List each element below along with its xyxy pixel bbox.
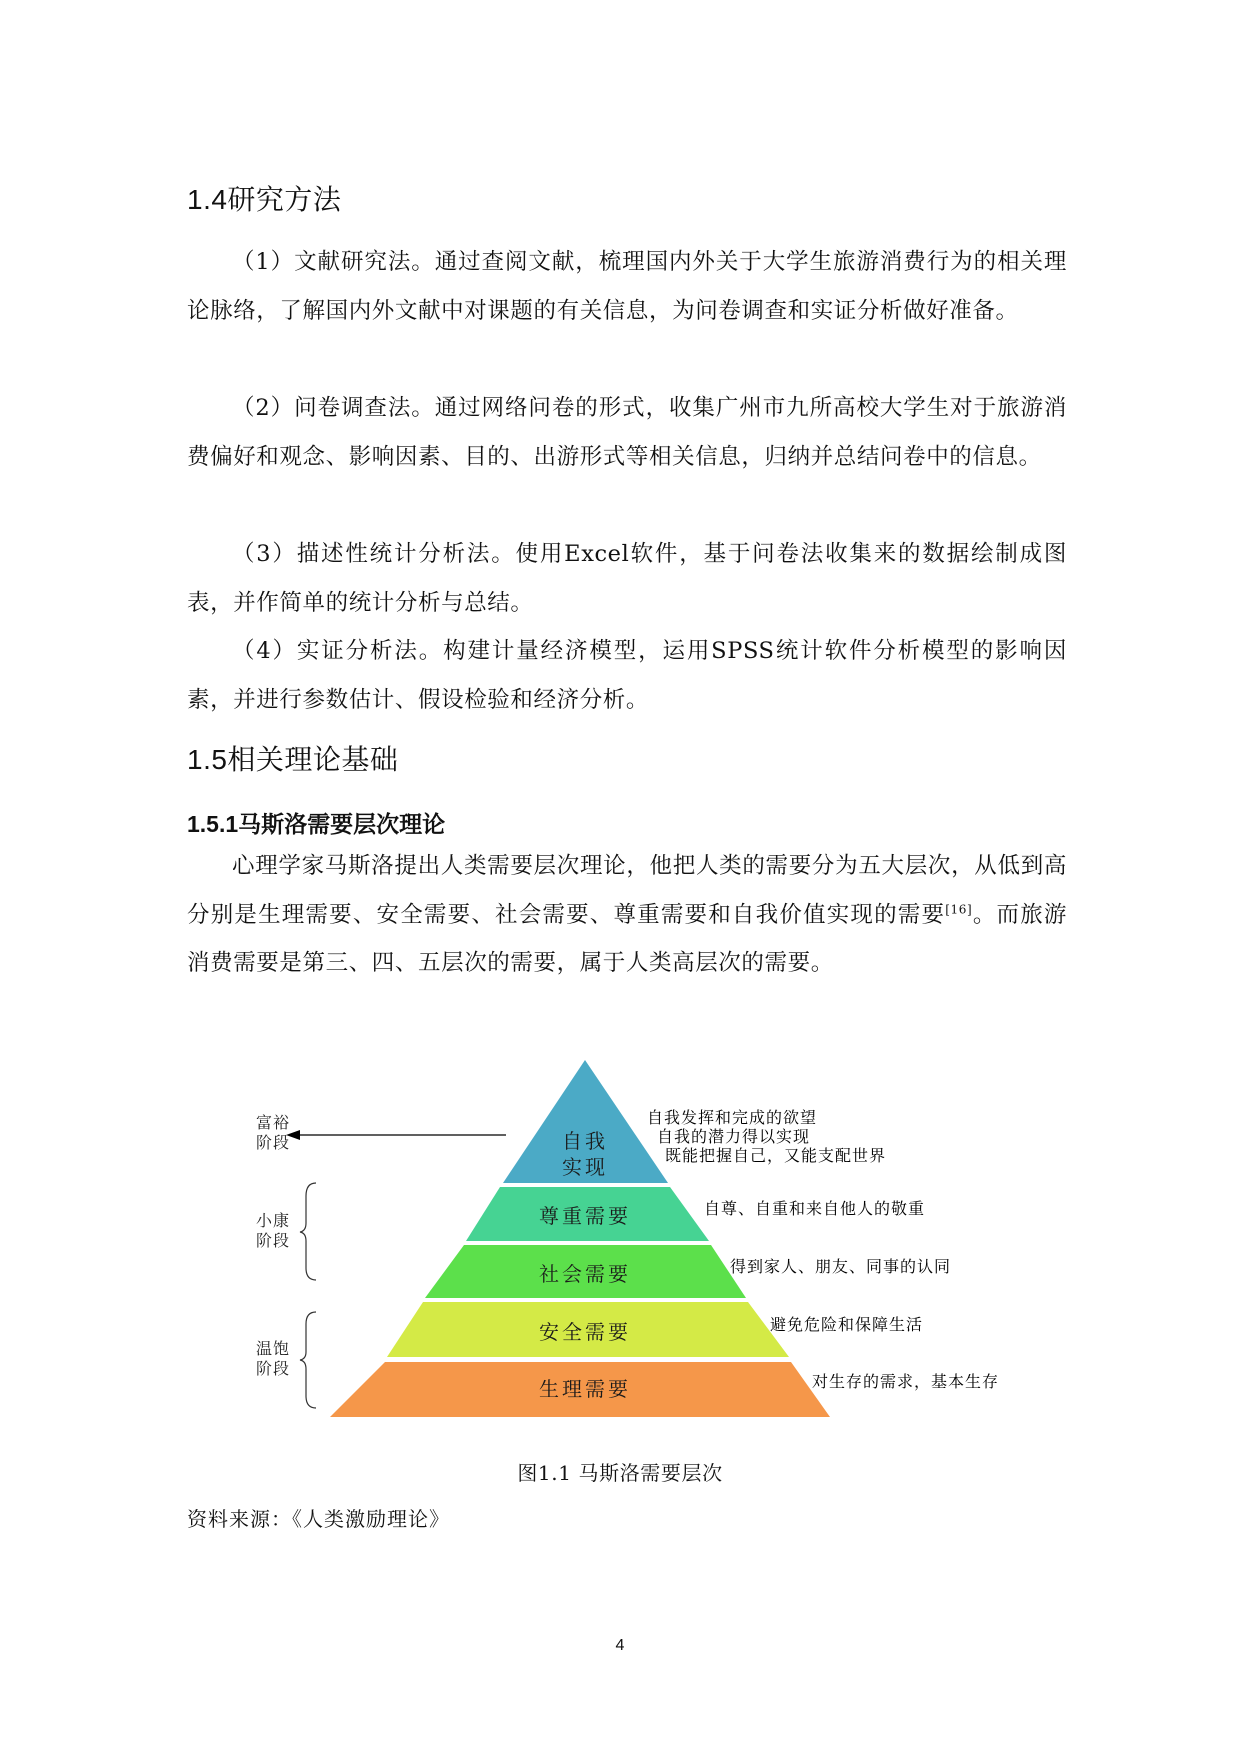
page-number: 4: [615, 1637, 625, 1654]
stage-label-wealthy: 富裕 阶段: [256, 1115, 291, 1152]
section-heading-1-5: 1.5相关理论基础: [187, 744, 399, 775]
desc-self-actualization-1: 自我发挥和完成的欲望: [647, 1110, 818, 1127]
maslow-text-after-citation: 。而旅游消费需要是第三、四、五层次的需要，属于人类高层次的需要。: [187, 901, 1068, 977]
paragraph-empirical-method: （4）实证分析法。构建计量经济模型，运用SPSS统计软件分析模型的影响因素，并进行参数估计、假设检验和经济分析。: [187, 638, 1067, 713]
maslow-pyramid-figure: [240, 1040, 1080, 1440]
desc-esteem: 自尊、自重和来自他人的敬重: [704, 1201, 926, 1218]
citation-reference[interactable]: [16]: [945, 902, 973, 917]
tier-label-physiological: 生理需要: [539, 1379, 631, 1401]
paragraph-literature-method: （1）文献研究法。通过查阅文献，梳理国内外关于大学生旅游消费行为的相关理论脉络，了解国内外文献中对课题的有关信息，为问卷调查和实证分析做好准备。: [187, 249, 1067, 324]
desc-physiological: 对生存的需求，基本生存: [812, 1374, 1000, 1391]
brace-xiaokang-icon: [300, 1183, 316, 1280]
section-heading-1-4: 1.4研究方法: [187, 184, 342, 215]
figure-source: 资料来源：《人类激励理论》: [187, 1507, 450, 1531]
tier-label-esteem: 尊重需要: [539, 1206, 631, 1228]
desc-safety: 避免危险和保障生活: [770, 1317, 924, 1334]
brace-wenbao-icon: [300, 1312, 316, 1408]
tier-label-safety: 安全需要: [539, 1322, 631, 1344]
maslow-text-before-citation: 心理学家马斯洛提出人类需要层次理论，他把人类的需要分为五大层次，从低到高分别是生理需要、安全需要、社会需要、尊重需要和自我价值实现的需要: [187, 853, 1067, 928]
paragraph-maslow-theory: [187, 842, 1067, 988]
paragraph-descriptive-stats-method: （3）描述性统计分析法。使用Excel软件，基于问卷法收集来的数据绘制成图表，并作简单的统计分析与总结。: [187, 541, 1067, 616]
figure-caption: 图1.1 马斯洛需要层次: [517, 1461, 723, 1485]
subsection-heading-1-5-1: 1.5.1马斯洛需要层次理论: [187, 811, 446, 837]
paragraph-questionnaire-method: （2）问卷调查法。通过网络问卷的形式，收集广州市九所高校大学生对于旅游消费偏好和观念、影响因素、目的、出游形式等相关信息，归纳并总结问卷中的信息。: [187, 395, 1067, 470]
desc-self-actualization-2: 自我的潜力得以实现: [657, 1129, 811, 1146]
tier-label-self-actualization: 自我 实现: [562, 1131, 608, 1179]
desc-self-actualization-3: 既能把握自己，又能支配世界: [665, 1148, 887, 1165]
tier-label-social: 社会需要: [539, 1264, 631, 1286]
desc-social: 得到家人、朋友、同事的认同: [730, 1259, 952, 1276]
stage-label-moderately-prosperous: 小康 阶段: [256, 1213, 291, 1250]
stage-label-subsistence: 温饱 阶段: [256, 1341, 291, 1378]
